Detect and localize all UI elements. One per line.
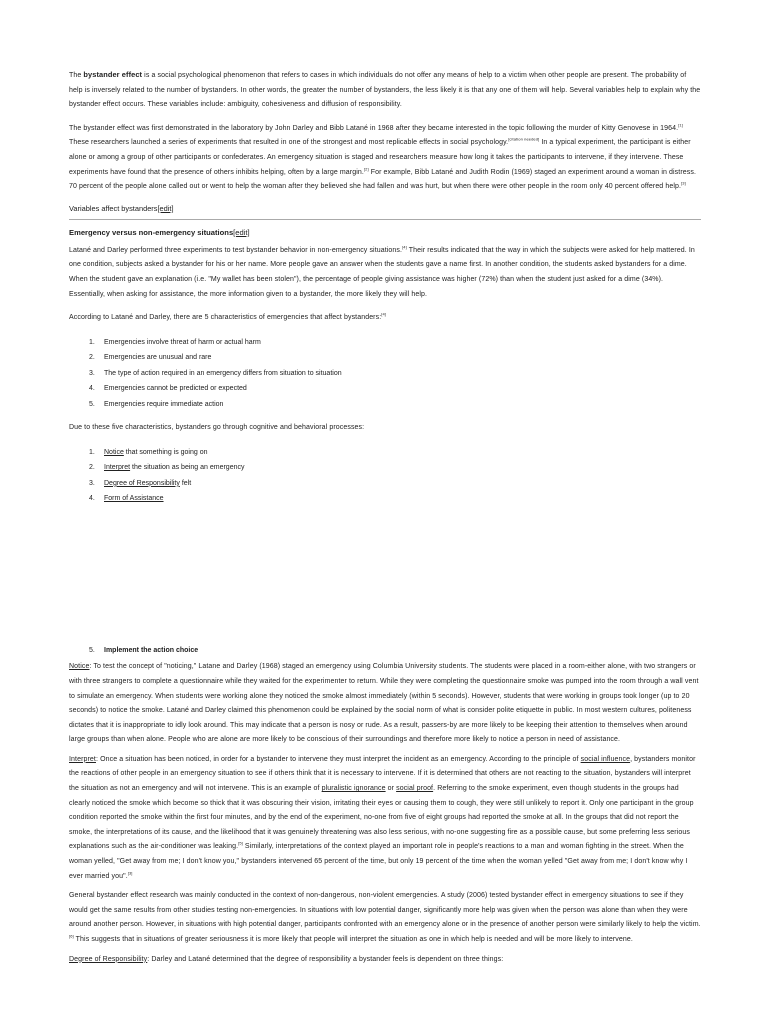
list-number: 3. [89, 369, 95, 377]
ref-link[interactable]: [6] [69, 933, 74, 939]
characteristics-intro [69, 311, 701, 326]
text: The bystander effect was first demonstrated in the laboratory by John Darley and Bibb Latané in 1968 after they became interested in the topic following the murder of Kitty Genovese in 1964. [69, 124, 679, 132]
text: : Darley and Latané determined that the degree of responsibility a bystander feels is dependent on three things: [147, 955, 504, 963]
ref-link[interactable]: [3] [127, 870, 133, 876]
text: General bystander effect research was mainly conducted in the context of non-dangerous, non-violent emergencies. A study (2006) tested bystander effect in emergency situations to see if they would get the same results from other studies testing non-emergencies. In situations with low potential danger, significantly more help was given when the person was alone than when they were around another person. However, in situations with high potential danger, participants confronted with an emergency alone or in the presence of another person were similarly likely to help the victim. [69, 892, 701, 929]
processes-intro: Due to these five characteristics, bystanders go through cognitive and behavioral processes: [69, 424, 365, 432]
text: : Once a situation has been noticed, in order for a bystander to intervene they must interpret the incident as an emergency. According to the principle of [95, 755, 581, 763]
processes-list [69, 445, 701, 507]
list-item [69, 381, 701, 397]
list-number: 4. [89, 385, 95, 393]
danger-paragraph [69, 889, 701, 947]
text: or [385, 785, 397, 793]
social-proof-link[interactable]: social proof [396, 785, 434, 793]
characteristics-list [69, 335, 701, 413]
intro-paragraph [69, 68, 701, 113]
text: In a typical experiment, the participant is either alone or among a group of other participants or confederates. An emergency situation is staged and researchers measure how long it takes the participants to intervene, if they intervene. These experiments have found that the presence of others inhibits helping, often by a large margin. [69, 139, 691, 176]
text: The [69, 72, 84, 79]
list-item [69, 397, 701, 413]
interpret-link[interactable]: Interpret [69, 755, 96, 763]
edit-link[interactable]: [edit] [157, 203, 174, 213]
list-item [69, 350, 701, 366]
list-item [69, 366, 701, 382]
degree-of-responsibility-link[interactable]: Degree of Responsibility [69, 955, 148, 963]
list-item [69, 476, 701, 492]
history-paragraph [69, 122, 701, 195]
article-body [69, 68, 701, 967]
list-number: 5. [89, 400, 95, 408]
list-number: 1. [89, 448, 95, 456]
text: Latané and Darley performed three experiments to test bystander behavior in non-emergency situations. [69, 246, 403, 254]
list-item [69, 491, 701, 507]
pluralistic-ignorance-link[interactable]: pluralistic ignorance [321, 785, 386, 793]
notice-link[interactable]: Notice [104, 448, 124, 456]
text: , bystanders monitor the reactions of other people in an emergency situation to see if others think that it is necessary to intervene. If it is determined that others are not reacting to the situation, bystanders will interpret the situation as not an emergency and will not intervene. This is an example of [69, 755, 696, 793]
text: For example, Bibb Latané and Judith Rodin (1969) staged an experiment around a woman in distress. 70 percent of the people alone called out or went to help the woman after they believed she had fallen and was hurt, but when there were other people in the room only 40 percent offered help. [69, 168, 696, 191]
list-number: 1. [89, 338, 95, 346]
text: is a social psychological phenomenon that refers to cases in which individuals do not offer any means of help to a victim when other people are present. The probability of help is inversely related to the number of bystanders. In other words, the greater the number of bystanders, the less likely it is that any one of them will help. Several variables help to explain why the bystander effect occurs. These variables include: ambiguity, cohesiveness and diffusion of responsibility. [69, 72, 701, 109]
list-text: The type of action required in an emergency differs from situation to situation [104, 369, 342, 377]
list-number: 3. [89, 479, 95, 487]
text: . Referring to the smoke experiment, even though students in the groups had clearly noticed the smoke which become so thick that it was obscuring their vision, irritating their eyes or causing them to cough, they were still unlikely to report it. Only one participant in the group condition reported the smoke within the first four minutes, and by the end of the experiment, no-one from five of eight groups had reported the smoke at all. In the groups that did not report the smoke, the interpretations of its cause, and the likelihood that it was genuinely threatening was also less serious, with no-one suggesting fire as a possible cause, but some preferring less serious explanations such as the air-conditioner was leaking. [69, 785, 694, 851]
text: Similarly, interpretations of the context played an important role in people's reactions to a man and woman fighting in the street. When the woman yelled, "Get away from me; I don't know you," bystanders intervened 65 percent of the time, but only 19 percent of the time when the woman yelled "Get away from me; I don't know why I ever married you". [69, 843, 688, 880]
list-number: 2. [89, 464, 95, 472]
ref-link[interactable]: [4] [381, 311, 387, 317]
notice-paragraph [69, 660, 701, 748]
list-item [69, 335, 701, 351]
text: Their results indicated that the way in which the subjects were asked for help mattered. In one condition, subjects asked a bystander for his or her name. More people gave an answer when the students gave a name first. In another condition, the students asked bystanders for a dime. When the student gave an explanation (i.e. "My wallet has been stolen"), the percentage of people giving assistance was higher (72%) than when the student just asked for a dime (34%). Essentially, when asking for assistance, the more information given to a bystander, the more likely they will help. [69, 246, 695, 298]
citation-needed[interactable]: [citation needed] [508, 137, 540, 143]
subsection-heading [69, 226, 701, 240]
list-text: that something is going on [123, 448, 208, 456]
list-number: 5. [89, 646, 95, 654]
interpret-link[interactable]: Interpret [104, 464, 131, 472]
section-title: Variables affect bystanders [69, 203, 158, 213]
notice-link[interactable]: Notice [69, 663, 90, 671]
responsibility-paragraph [69, 953, 701, 968]
ref-link[interactable]: [1] [678, 122, 683, 128]
list-text: felt [179, 479, 192, 487]
list-text: Emergencies require immediate action [104, 400, 224, 408]
subsection-title: Emergency versus non-emergency situations [69, 227, 234, 237]
text: These researchers launched a series of experiments that resulted in one of the strongest and most replicable effects in social psychology. [69, 139, 509, 147]
list-text: Emergencies involve threat of harm or actual harm [104, 338, 261, 346]
section-heading [69, 202, 701, 216]
text: This suggests that in situations of greater seriousness it is more likely that people will interpret the situation as one in which help is needed and will be more likely to intervene. [73, 936, 633, 943]
non-emergency-paragraph [69, 244, 701, 302]
ref-link[interactable]: [3] [681, 180, 686, 186]
list-item [69, 460, 701, 476]
ref-link[interactable]: [4] [402, 244, 407, 250]
ref-link[interactable]: [2] [363, 166, 369, 172]
list-text: the situation as being an emergency [130, 464, 245, 472]
processes-list-continued [69, 643, 701, 659]
text: According to Latané and Darley, there are 5 characteristics of emergencies that affect bystanders: [69, 314, 382, 322]
list-text: Emergencies cannot be predicted or expected [104, 385, 247, 393]
list-text: Emergencies are unusual and rare [104, 354, 212, 362]
social-influence-link[interactable]: social influence [580, 755, 631, 763]
list-item [69, 445, 701, 461]
interpret-paragraph [69, 753, 701, 884]
degree-of-responsibility-link[interactable]: Degree of Responsibility [104, 479, 180, 487]
blank-space [69, 507, 701, 643]
list-number: 2. [89, 354, 95, 362]
list-text: Implement the action choice [104, 646, 199, 654]
edit-link[interactable]: [edit] [233, 227, 250, 237]
list-item [69, 643, 701, 659]
ref-link[interactable]: [5] [238, 841, 243, 847]
text: : To test the concept of "noticing," Latane and Darley (1968) staged an emergency using Columbia University students. The students were placed in a room-either alone, with two strangers or with three strangers to complete a questionnaire while they waited for the experimenter to return. While they were completing the questionnaire smoke was pumped into the room through a wall vent to simulate an emergency. When students were working alone they noticed the smoke almost immediately (within 5 seconds). However, students that were working in groups took longer (up to 20 seconds) to notice the smoke. Latané and Darley claimed this phenomenon could be explained by the social norm of what is consider polite etiquette in public. In most western cultures, politeness dictates that it is inappropriate to idly look around. This may indicate that a person is nosy or rude. As a result, passers-by are more likely to be keeping their attention to themselves when around large groups than when alone. People who are alone are more likely to be conscious of their surroundings and therefore more likely to notice a person in need of assistance. [69, 663, 699, 744]
bystander-effect-term: bystander effect [83, 70, 143, 79]
list-number: 4. [89, 495, 95, 503]
form-of-assistance-link[interactable]: Form of Assistance [104, 495, 164, 503]
section-divider [69, 219, 701, 220]
